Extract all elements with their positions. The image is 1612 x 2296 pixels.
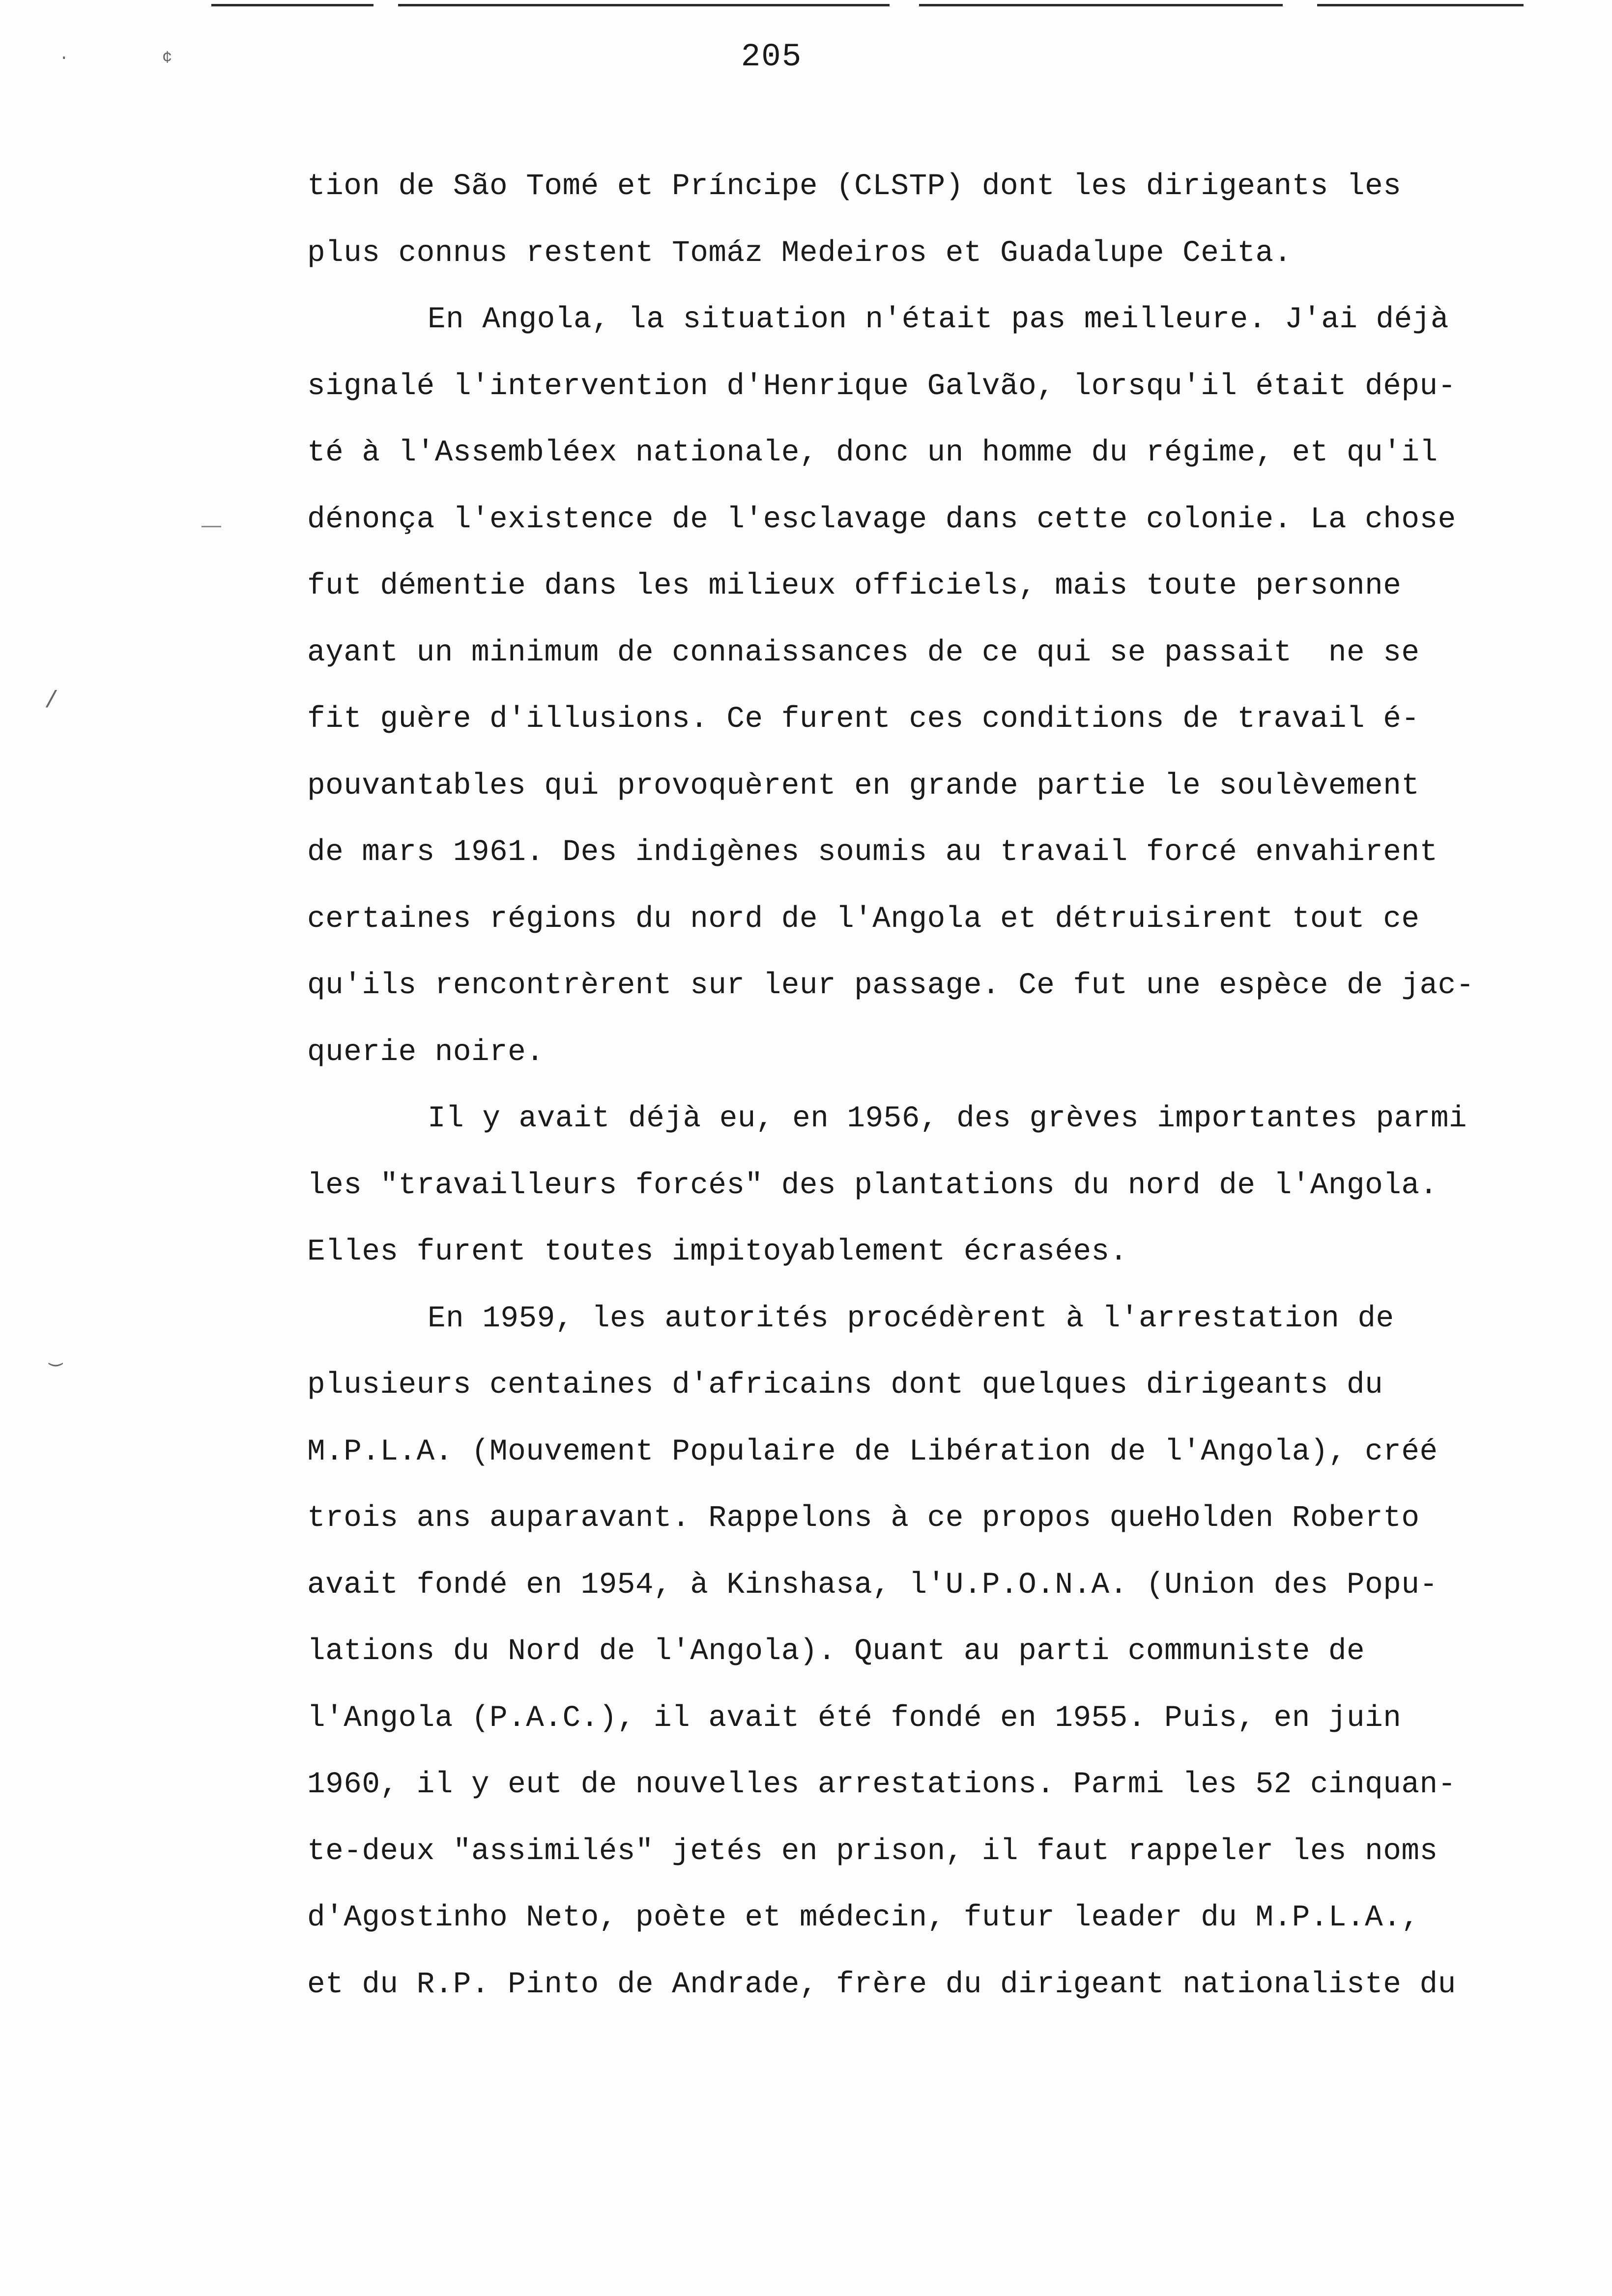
- text-line: pouvantables qui provoquèrent en grande partie le soulèvement: [307, 769, 1420, 803]
- body-text: [307, 153, 1605, 2018]
- text-line: fit guère d'illusions. Ce furent ces conditions de travail é-: [307, 702, 1420, 736]
- text-line: te-deux "assimilés" jetés en prison, il faut rappeler les noms: [307, 1834, 1438, 1868]
- text-line: avait fondé en 1954, à Kinshasa, l'U.P.O.N.A. (Union des Popu-: [307, 1568, 1438, 1602]
- text-line: certaines régions du nord de l'Angola et détruisirent tout ce: [307, 902, 1420, 936]
- top-border-rule: [919, 4, 1283, 6]
- text-line: Il y avait déjà eu, en 1956, des grèves importantes parmi: [428, 1102, 1468, 1136]
- text-line: d'Agostinho Neto, poète et médecin, futur leader du M.P.L.A.,: [307, 1901, 1420, 1935]
- text-line: trois ans auparavant. Rappelons à ce propos queHolden Roberto: [307, 1501, 1420, 1535]
- text-line: dénonça l'existence de l'esclavage dans cette colonie. La chose: [307, 502, 1456, 537]
- text-line: l'Angola (P.A.C.), il avait été fondé en 1955. Puis, en juin: [307, 1701, 1402, 1735]
- text-line: plus connus restent Tomáz Medeiros et Guadalupe Ceita.: [307, 236, 1292, 270]
- text-line: Elles furent toutes impitoyablement écrasées.: [307, 1235, 1128, 1269]
- top-border-rule: [211, 4, 374, 6]
- text-line: En Angola, la situation n'était pas meilleure. J'ai déjà: [428, 303, 1449, 337]
- text-line: les "travailleurs forcés" des plantations du nord de l'Angola.: [307, 1168, 1438, 1203]
- top-border-rule: [1317, 4, 1524, 6]
- text-line: signalé l'intervention d'Henrique Galvão, lorsqu'il était dépu-: [307, 369, 1456, 403]
- text-line: té à l'Assembléex nationale, donc un homme du régime, et qu'il: [307, 436, 1438, 470]
- text-line: plusieurs centaines d'africains dont quelques dirigeants du: [307, 1368, 1383, 1402]
- margin-speck: ·: [59, 49, 69, 68]
- text-line: 1960, il y eut de nouvelles arrestations. Parmi les 52 cinquan-: [307, 1768, 1456, 1802]
- text-line: M.P.L.A. (Mouvement Populaire de Libération de l'Angola), créé: [307, 1435, 1438, 1469]
- text-line: lations du Nord de l'Angola). Quant au parti communiste de: [307, 1635, 1365, 1668]
- margin-speck: [202, 526, 221, 527]
- page-number: 205: [741, 38, 803, 75]
- margin-speck: ¢: [162, 49, 173, 68]
- margin-speck: ‿: [49, 1344, 62, 1368]
- text-line: querie noire.: [307, 1035, 545, 1069]
- margin-speck: /: [44, 688, 58, 715]
- text-line: ayant un minimum de connaissances de ce qui se passait ne se: [307, 635, 1420, 670]
- text-line: fut démentie dans les milieux officiels, mais toute personne: [307, 569, 1402, 603]
- text-line: de mars 1961. Des indigènes soumis au travail forcé envahirent: [307, 835, 1438, 869]
- top-border-rule: [398, 4, 890, 6]
- text-line: En 1959, les autorités procédèrent à l'arrestation de: [428, 1301, 1394, 1336]
- text-line: et du R.P. Pinto de Andrade, frère du dirigeant nationaliste du: [307, 1967, 1456, 2002]
- text-line: tion de São Tomé et Príncipe (CLSTP) dont les dirigeants les: [307, 170, 1402, 203]
- text-line: qu'ils rencontrèrent sur leur passage. Ce fut une espèce de jac-: [307, 969, 1474, 1003]
